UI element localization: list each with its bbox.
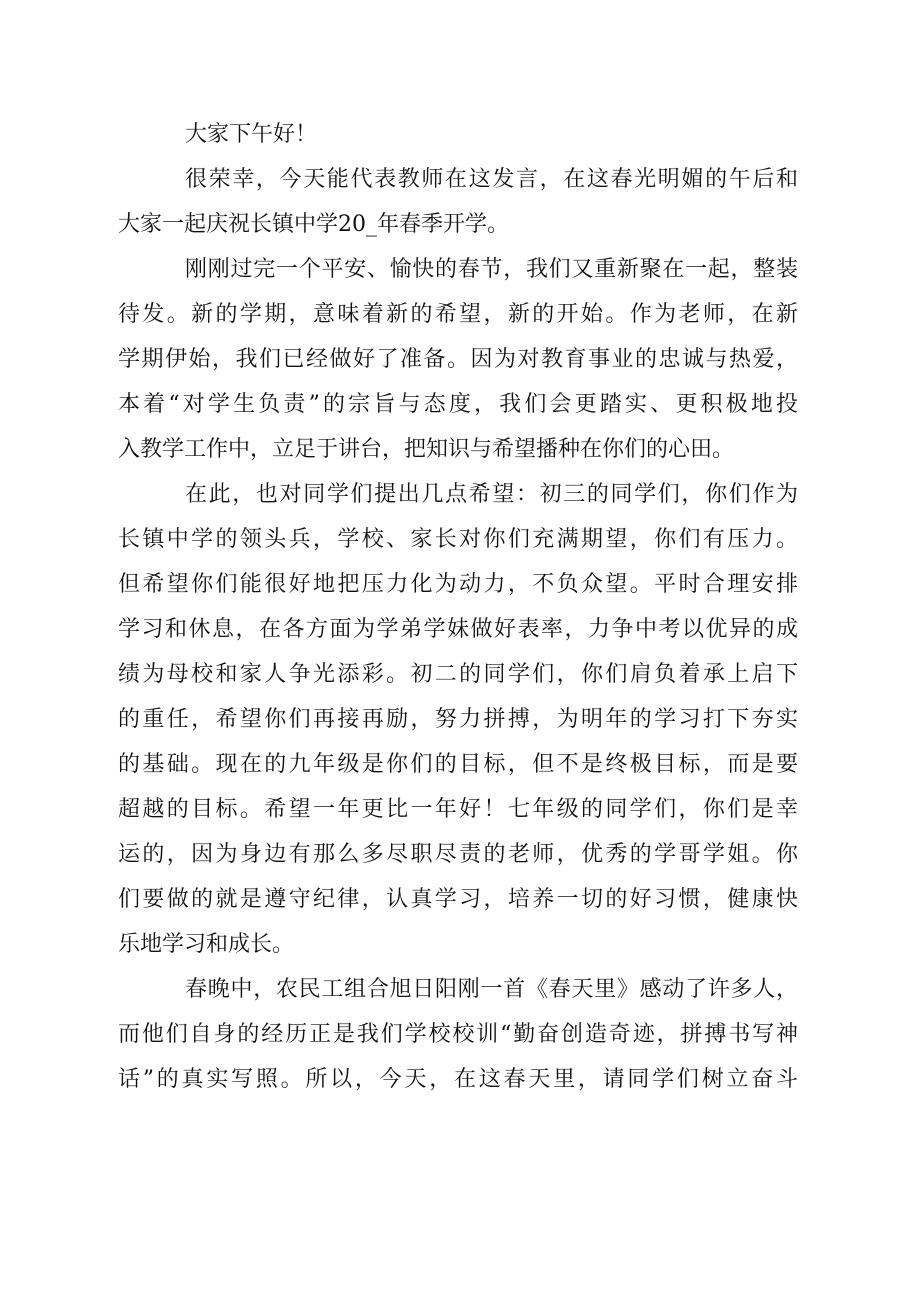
paragraph-4-line-11: 乐地学习和成长。 — [118, 932, 295, 957]
paragraph-2-line-1: 很荣幸，今天能代表教师在这发言，在这春光明媚的午后和 — [185, 167, 798, 192]
paragraph-4-line-7: 的基础。现在的九年级是你们的目标，但不是终极目标，而是要 — [118, 752, 798, 777]
paragraph-4-line-8: 超越的目标。希望一年更比一年好！七年级的同学们，你们是幸 — [118, 797, 798, 822]
paragraph-1-line-1: 大家下午好！ — [185, 122, 318, 147]
paragraph-4-line-6: 的重任，希望你们再接再励，努力拼搏，为明年的学习打下夯实 — [118, 707, 798, 732]
paragraph-2-line-2: 大家一起庆祝长镇中学20_年春季开学。 — [118, 212, 509, 237]
paragraph-4-line-5: 绩为母校和家人争光添彩。初二的同学们，你们肩负着承上启下 — [118, 662, 798, 687]
paragraph-4-line-9: 运的，因为身边有那么多尽职尽责的老师，优秀的学哥学姐。你 — [118, 842, 798, 867]
document-body — [118, 112, 798, 1102]
paragraph-4-line-4: 学习和休息，在各方面为学弟学妹做好表率，力争中考以优异的成 — [118, 617, 798, 642]
paragraph-3-line-3: 学期伊始，我们已经做好了准备。因为对教育事业的忠诚与热爱， — [118, 347, 798, 372]
paragraph-3-line-2: 待发。新的学期，意味着新的希望，新的开始。作为老师，在新 — [118, 302, 798, 327]
paragraph-4-line-10: 们要做的就是遵守纪律，认真学习，培养一切的好习惯，健康快 — [118, 887, 798, 912]
paragraph-5-line-1: 春晚中，农民工组合旭日阳刚一首《春天里》感动了许多人， — [185, 977, 798, 1002]
paragraph-4-line-1: 在此，也对同学们提出几点希望：初三的同学们，你们作为 — [185, 482, 798, 507]
paragraph-5-line-3: 话”的真实写照。所以，今天，在这春天里，请同学们树立奋斗 — [118, 1067, 798, 1092]
paragraph-3-line-4: 本着“对学生负责”的宗旨与态度，我们会更踏实、更积极地投 — [118, 392, 798, 417]
paragraph-4-line-2: 长镇中学的领头兵，学校、家长对你们充满期望，你们有压力。 — [118, 527, 798, 552]
paragraph-3-line-5: 入教学工作中，立足于讲台，把知识与希望播种在你们的心田。 — [118, 437, 735, 462]
paragraph-3-line-1: 刚刚过完一个平安、愉快的春节，我们又重新聚在一起，整装 — [185, 257, 798, 282]
paragraph-5-line-2: 而他们自身的经历正是我们学校校训“勤奋创造奇迹，拼搏书写神 — [118, 1022, 798, 1047]
paragraph-4-line-3: 但希望你们能很好地把压力化为动力，不负众望。平时合理安排 — [118, 572, 798, 597]
